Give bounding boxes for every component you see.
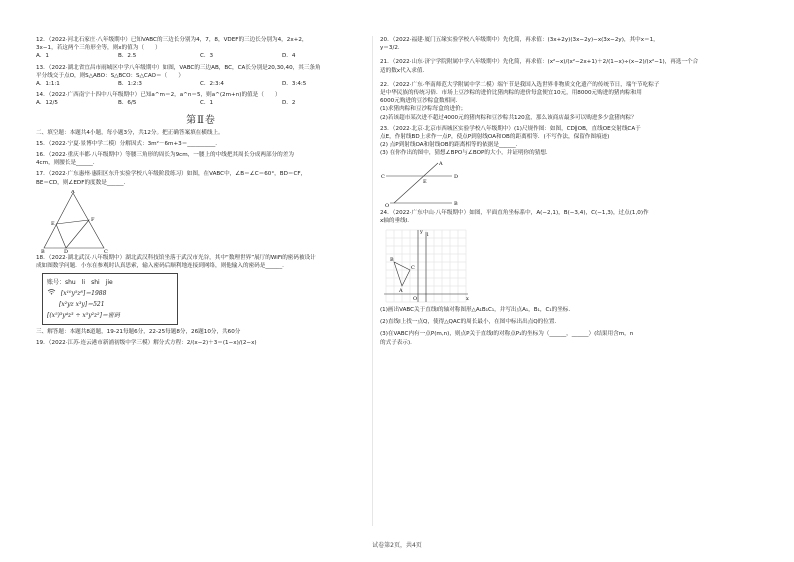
label-b: B [390, 257, 394, 264]
fill-blank-intro: 二、填空题：本题共4小题，每小题3分，共12分。把正确答案填在横线上。 [36, 129, 224, 136]
q24-part4: 的式子表示). [380, 339, 412, 346]
q14-option-d: D．2 [282, 100, 296, 107]
triangle-edf [56, 220, 89, 248]
pw-equation-2: [x²yz x³y]＝521 [59, 301, 105, 309]
label-y: y [420, 229, 423, 236]
q24-part3: (3)在VABC内有一点P(m,n)，则点P关于直线l的对称点P₁的坐标为（______，______）(结果用含m，n [380, 331, 634, 338]
question-22 [380, 81, 760, 122]
label-f: F [91, 216, 95, 223]
q22-line5: (2)若该超市某次进不超过4000元的猪肉粽和豆沙粽共120盒，那么该商店最多可以购进多少盒猪肉粽？ [380, 114, 637, 121]
page-footer: 试卷第2页，共4页 [372, 542, 422, 549]
q23-line2: 点E，作射线BD上求作一点P，使点P到射线OA和OB的距离相等．(不写作法，保留作图痕迹) [380, 134, 610, 141]
q14-option-c: C．1 [200, 100, 214, 107]
label-c: C [411, 265, 415, 272]
q14-options [36, 99, 366, 107]
figure-23-parallel-lines [380, 161, 480, 209]
q13-option-b: B．1:2:3 [118, 81, 142, 88]
q13-option-c: C．2:3:4 [200, 81, 224, 88]
question-20 [380, 36, 760, 52]
label-e: E [51, 220, 55, 227]
q24-part2: (2)直线l上找一点Q，使得△QAC的周长最小，在图中标出出点Q的位置. [380, 319, 557, 326]
question-16 [36, 151, 366, 167]
q22-line2: 是中华民族的传统习俗．市场上豆沙粽的进价比猪肉粽的进价每盒便宜10元，用8000元购进的猪肉粽和用 [380, 90, 642, 97]
figure-24-coordinate-grid [382, 228, 472, 304]
pw-line4 [47, 310, 173, 321]
pw-account: 账号：shu li shi jie [47, 279, 113, 287]
label-a: A [399, 288, 403, 295]
q16-line2: 4cm，则腰长是______. [36, 160, 95, 167]
pw-equation-1: [x¹⁰y⁵z⁸]＝1988 [60, 290, 107, 298]
question-14 [36, 91, 366, 107]
q20-line1: 20．（2022·福建·厦门五缘实验学校八年级期中）先化简，再求值：(3x+2y)(3x−2y)−x(3x−2y)，其中x＝1， [380, 37, 659, 43]
label-a: A [71, 189, 75, 195]
question-23 [380, 125, 760, 158]
q20-line2: y＝3/2. [380, 45, 400, 52]
right-column [380, 36, 760, 350]
label-o: O [385, 202, 390, 209]
q24-line2: x轴的垂线l. [380, 217, 410, 224]
label-a: A [439, 160, 443, 167]
q18-line1: 18．（2022·湖北武汉·八年级期中）湖北武汉科技馆坐落于武汉市光谷，其中“数理世界”展厅的WiFi的密码被设计 [36, 254, 316, 261]
q13-option-a: A．1:1:1 [36, 81, 60, 88]
left-column [36, 36, 366, 351]
q13-option-d: D．3:4:5 [282, 81, 307, 88]
label-c: C [381, 173, 385, 180]
solve-intro: 三、解答题：本题共8道题，19-21每题6分，22-25每题8分，26题10分，共60分 [36, 329, 241, 336]
q16-line1: 16．（2022·重庆丰都·八年级期中）等腰三角形的周长为9cm，一腰上的中线把其周长分成两部分的差为 [36, 152, 294, 159]
label-x: x [466, 296, 469, 303]
pw-line2 [47, 288, 173, 299]
question-13 [36, 64, 366, 89]
q12-option-d: D．4 [282, 53, 296, 60]
q23-line3: (2) 点P到射线OA和射线OB的距离相等的依据是______. [380, 142, 518, 149]
q14-option-a: A．12/5 [36, 100, 58, 107]
q21-line1: 21．（2022·山东·济宁学院附属中学八年级期中）先化简，再求值：(x²−x)/(x²−2x+1)＋2/(1−x)÷(x−2)/(x²−1)，再选一个合 [380, 59, 699, 66]
q24-part1: (1)画出VABC关于直线l的轴对称图形△A₁B₁C₁，并写出点A₁，B₁，C₁的坐标. [380, 307, 571, 314]
q23-line1: 23．（2022·北京·北京市西城区实验学校八年级期中）(1)尺规作图：如图，CD∥OB，直线OE交射线CA于 [380, 125, 641, 132]
q12-option-c: C．3 [200, 53, 214, 60]
wifi-password-box [42, 273, 178, 325]
q13-options [36, 80, 366, 88]
question-18 [36, 254, 366, 270]
q23-line4: (3) 在你作出的图中，猜想∠BPO与∠BOP的大小，并证明你的猜想. [380, 150, 548, 157]
q21-line2: 适的数x代入求值. [380, 67, 425, 74]
question-19: 19．（2022·江苏·连云港市新浦初级中学三模）解分式方程：2/(x−2)＋3＝(1−x)/(2−x) [36, 340, 257, 347]
question-17 [36, 170, 366, 186]
q13-line1: 13．（2022·湖北省宜昌市雨城区中学八年级期中）如图，VABC的三边AB，BC，CA长分别是20,30,40，其三条角 [36, 64, 321, 71]
label-l: l [427, 232, 429, 239]
label-b: B [41, 248, 45, 254]
label-c: C [104, 248, 108, 254]
label-b: B [454, 200, 458, 207]
label-e: E [423, 178, 427, 185]
q17-line2: BE＝CD，则∠EDF的度数是______. [36, 179, 126, 186]
question-24-parts [380, 306, 760, 347]
q12-line1: 12．（2022·河北石家庄·八年级期中）已知VABC的三边长分别为4，7，8，VDEF的三边长分别为4，2x+2， [36, 37, 308, 43]
label-o: O [413, 296, 418, 303]
q12-option-b: B．2.5 [118, 53, 137, 60]
q12-option-a: A．1 [36, 53, 49, 60]
q22-line3: 6000元购进的豆沙粽盒数相同. [380, 98, 458, 105]
q22-line1: 22．（2022·广东·华南师范大学附属中学二模）端午节是我国入选世界非物质文化遗产的传统节日，端午节吃粽子 [380, 81, 660, 88]
q13-line2: 平分线交于点O，则S△ABO：S△BCO：S△CAO＝（ ） [36, 72, 184, 79]
wifi-icon [47, 288, 59, 299]
q22-line4: (1)求猪肉粽和豆沙粽每盒的进价； [380, 106, 467, 113]
q14-option-b: B．6/5 [118, 100, 137, 107]
q24-line1: 24．（2022·广东中山·八年级期中）如图，平面直角坐标系中，A(−2,1)，B(−3,4)，C(−1,3)，过点(1,0)作 [380, 209, 649, 216]
q12-line2: 3x−1，若这两个三角形全等，则x的值为（ ） [36, 45, 161, 52]
q12-options [36, 52, 366, 60]
section-title: 第Ⅱ卷 [186, 114, 216, 126]
q18-line2: 成如图数学问题．小东在参观时认真思索，输入密码后顺利地连接到网络，则他输入的密码是______. [36, 263, 284, 270]
question-21 [380, 58, 760, 74]
question-12 [36, 36, 366, 61]
q17-line1: 17．（2022·广东惠州·惠阳区东升实验学校八年级阶段练习）如图，在VABC中，∠B＝∠C＝60°，BD＝CF， [36, 171, 307, 178]
label-d: D [64, 248, 69, 254]
figure-17-triangle [40, 190, 120, 254]
question-15: 15．（2022·宁夏·景博中学二模）分解因式：3m²－6m+3＝__________. [36, 140, 218, 147]
label-d: D [454, 173, 459, 180]
column-divider [372, 36, 373, 526]
pw-equation-3: [(x⁵)³y⁴z³ ÷ x⁵y²z²]＝密码 [47, 312, 120, 320]
ray-oa [394, 163, 438, 203]
question-24 [380, 209, 760, 225]
q14-line1: 14．（2022·广西南宁十四中八年级期中）已知a^m＝2，a^n＝5，则a^(2m+n)的值是（ ） [36, 92, 281, 99]
pw-line3 [47, 299, 173, 310]
